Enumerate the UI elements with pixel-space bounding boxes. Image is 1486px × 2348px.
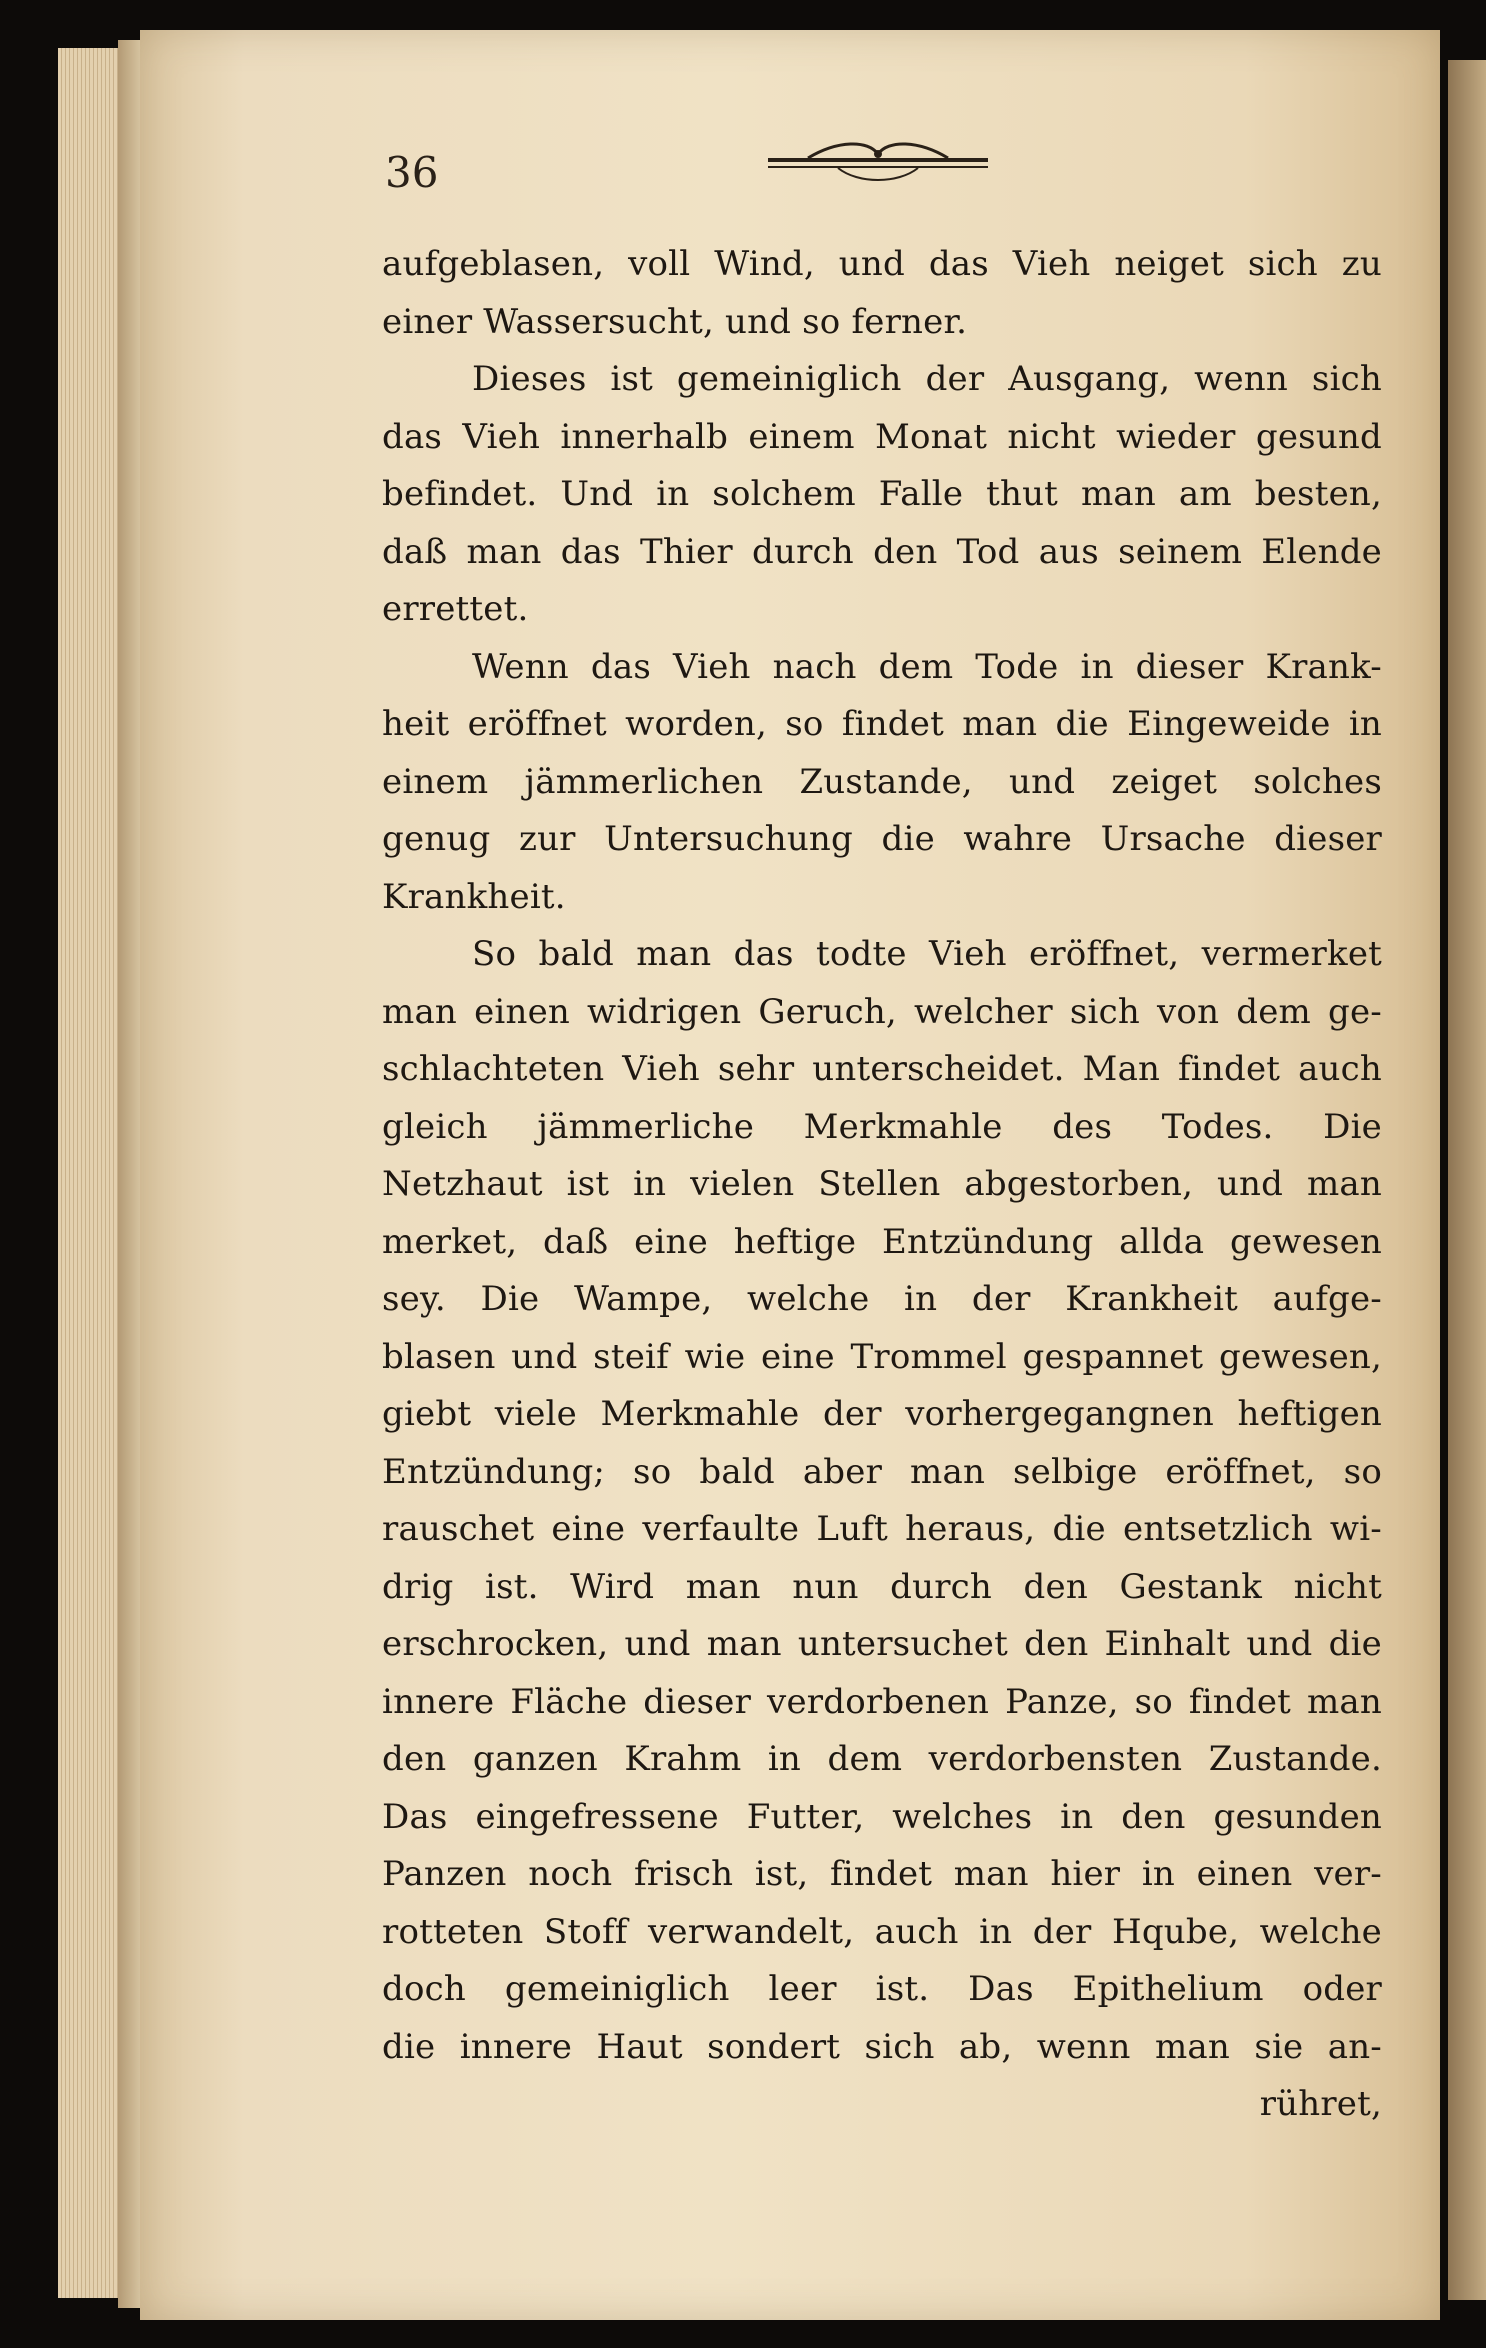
text-line: sey. Die Wampe, welche in der Krankheit aufge- [382,1279,1382,1319]
text-line: gleich jämmerliche Merkmahle des Todes. Die [382,1106,1382,1147]
text-line: daß man das Thier durch den Tod aus seinem Elende [382,531,1382,572]
header-ornament [768,140,988,190]
text-line: errettet. [382,589,529,629]
text-line: giebt viele Merkmahle der vorhergegangnen heftigen [382,1394,1382,1434]
opposite-page-edge [1448,60,1486,2300]
text-line: Entzündung; so bald aber man selbige eröffnet, so [382,1451,1382,1492]
text-line: rauschet eine verfaulte Luft heraus, die entsetzlich wi- [382,1509,1382,1549]
text-line: Panzen noch frisch ist, findet man hier in einen ver- [382,1854,1382,1894]
text-line: heit eröffnet worden, so findet man die Eingeweide in [382,704,1382,744]
page-number: 36 [385,148,439,197]
text-line: einer Wassersucht, und so ferner. [382,301,968,342]
text-line: schlachteten Vieh sehr unterscheidet. Man findet auch [382,1049,1382,1089]
text-line: rotteten Stoff verwandelt, auch in der Hqube, welche [382,1911,1382,1952]
text-line: Das eingefressene Futter, welches in den gesunden [382,1796,1382,1837]
text-line: genug zur Untersuchung die wahre Ursache dieser [382,819,1382,859]
book-spine [118,40,140,2308]
text-line: den ganzen Krahm in dem verdorbensten Zustande. [382,1739,1382,1779]
catchword: rühret, [1259,2084,1382,2124]
text-line: Krankheit. [382,876,566,917]
text-line: Wenn das Vieh nach dem Tode in dieser Krank- [472,646,1382,687]
text-line: das Vieh innerhalb einem Monat nicht wieder gesund [382,416,1382,457]
page-edges [58,48,118,2298]
text-line: drig ist. Wird man nun durch den Gestank nicht [382,1566,1382,1607]
text-line: blasen und steif wie eine Trommel gespannet gewesen, [382,1336,1382,1377]
text-line: aufgeblasen, voll Wind, und das Vieh neiget sich zu [382,244,1382,284]
text-line: So bald man das todte Vieh eröffnet, vermerket [472,934,1382,974]
text-line: erschrocken, und man untersuchet den Einhalt und die [382,1624,1382,1664]
text-line: man einen widrigen Geruch, welcher sich von dem ge- [382,991,1382,1032]
text-line: merket, daß eine heftige Entzündung allda gewesen [382,1221,1382,1262]
text-line: Dieses ist gemeiniglich der Ausgang, wenn sich [472,359,1382,399]
text-line: doch gemeiniglich leer ist. Das Epithelium oder [382,1969,1382,2009]
page-text [382,236,1382,2134]
text-line: innere Fläche dieser verdorbenen Panze, so findet man [382,1681,1382,1722]
text-line: die innere Haut sondert sich ab, wenn man sie an- [382,2026,1382,2067]
text-line: einem jämmerlichen Zustande, und zeiget solches [382,761,1382,802]
text-line: befindet. Und in solchem Falle thut man am besten, [382,474,1382,514]
text-line: Netzhaut ist in vielen Stellen abgestorben, und man [382,1164,1382,1204]
